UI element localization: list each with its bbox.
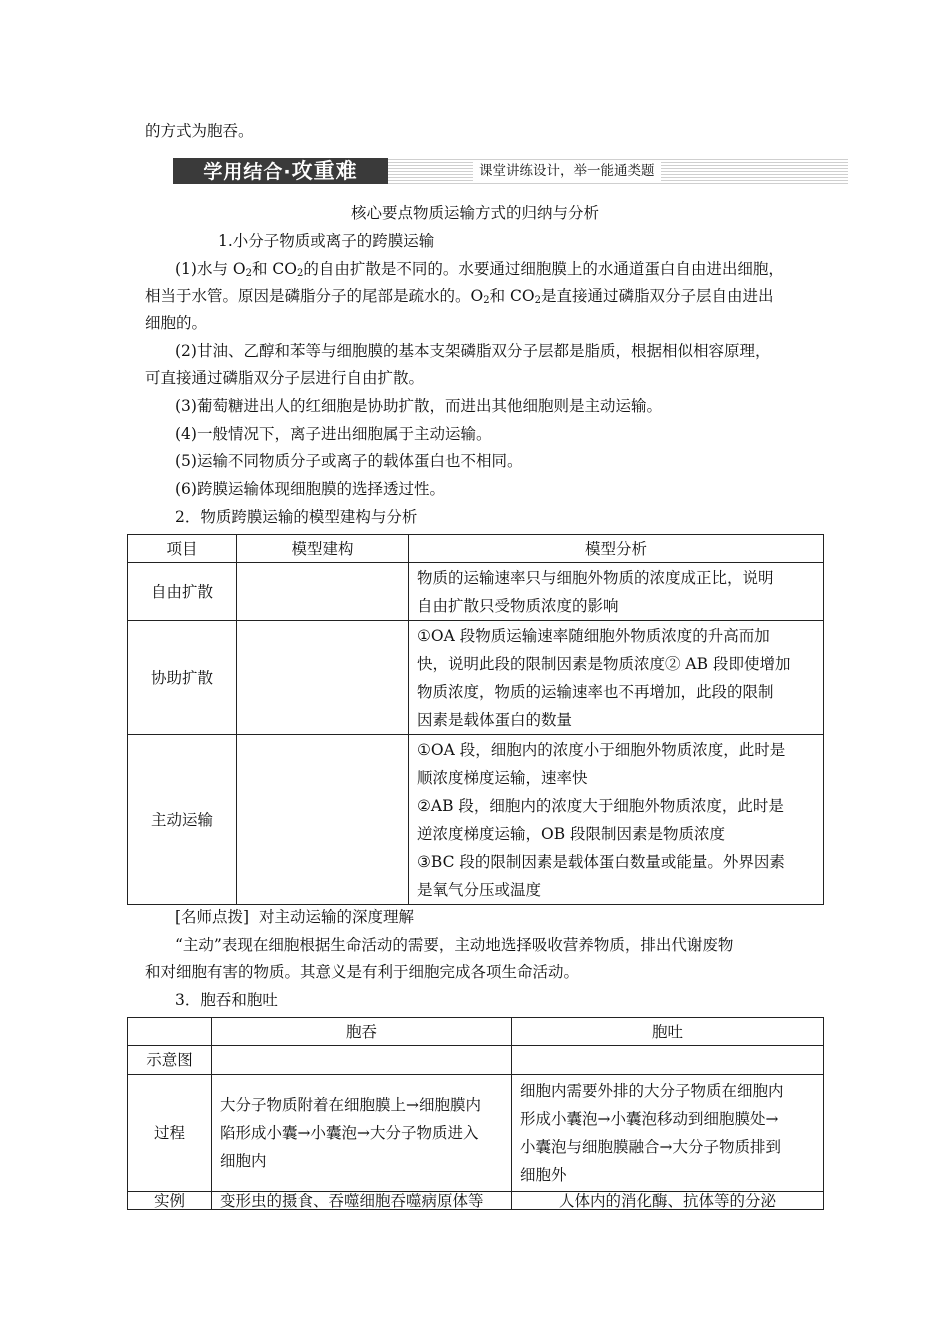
p1-l2-a: 相当于水管。原因是磷脂分子的尾部是疏水的。O: [145, 287, 484, 305]
analysis-line: 逆浓度梯度运输，OB 段限制因素是物质浓度: [417, 824, 726, 843]
header-empty: [128, 1018, 212, 1046]
analysis-cell: [409, 621, 824, 735]
row-label-process: 过程: [128, 1075, 212, 1192]
header-exocytosis: 胞吐: [512, 1018, 824, 1046]
para5: (5)运输不同物质分子或离子的载体蛋白也不相同。: [175, 452, 523, 470]
endocytosis-process: [212, 1075, 512, 1192]
process-line: 小囊泡与细胞膜融合→大分子物质排到: [520, 1138, 781, 1156]
model-cell: [237, 563, 409, 621]
table-row: [128, 1192, 824, 1210]
table-row: [128, 563, 824, 621]
analysis-line: 顺浓度梯度运输，速率快: [417, 768, 588, 787]
analysis-line: ①OA 段物质运输速率随细胞外物质浓度的升高而加: [417, 626, 770, 645]
p1-l2-c: 是直接通过磷脂双分子层自由进出: [540, 287, 774, 305]
para1-line3: 细胞的。: [145, 314, 208, 332]
tip-line2: 和对细胞有害的物质。其意义是有利于细胞完成各项生命活动。: [145, 963, 580, 981]
endo-exocytosis-table: [127, 1017, 824, 1210]
table-header-row: [128, 535, 824, 563]
process-line: 细胞内: [220, 1152, 267, 1170]
endocytosis-example: 变形虫的摄食、吞噬细胞吞噬病原体等: [212, 1192, 512, 1210]
para3: (3)葡萄糖进出人的红细胞是协助扩散，而进出其他细胞则是主动运输。: [175, 397, 662, 415]
row-label-example: 实例: [128, 1192, 212, 1210]
process-line: 形成小囊泡→小囊泡移动到细胞膜处→: [520, 1110, 779, 1128]
exocytosis-process: [512, 1075, 824, 1192]
para2-line1: (2)甘油、乙醇和苯等与细胞膜的基本支架磷脂双分子层都是脂质，根据相似相容原理，: [175, 342, 771, 360]
row-item: 自由扩散: [128, 563, 237, 621]
p1-l1-a: (1)水与 O: [175, 260, 246, 278]
diagram-cell: [512, 1046, 824, 1075]
section3-title: 3．胞吞和胞吐: [175, 991, 278, 1009]
table-row: [128, 1046, 824, 1075]
header-model: 模型建构: [237, 535, 409, 563]
analysis-line: 自由扩散只受物质浓度的影响: [417, 596, 619, 615]
continuation-text: 的方式为胞吞。: [145, 122, 254, 140]
analysis-line: ①OA 段，细胞内的浓度小于细胞外物质浓度，此时是: [417, 740, 786, 759]
banner-subtitle: 课堂讲练设计，举一能通类题: [473, 161, 661, 181]
analysis-line: 是氧气分压或温度: [417, 880, 542, 899]
process-line: 陷形成小囊→小囊泡→大分子物质进入: [220, 1124, 479, 1142]
table-header-row: [128, 1018, 824, 1046]
table-row: [128, 735, 824, 905]
para6: (6)跨膜运输体现细胞膜的选择透过性。: [175, 480, 445, 498]
tip-line1: “主动”表现在细胞根据生命活动的需要，主动地选择吸收营养物质，排出代谢废物: [175, 936, 734, 954]
para4: (4)一般情况下，离子进出细胞属于主动运输。: [175, 425, 492, 443]
banner-tag-part1: 学用结合·: [203, 161, 292, 183]
analysis-line: ②AB 段，细胞内的浓度大于细胞外物质浓度，此时是: [417, 796, 784, 815]
para1-line2: [145, 286, 773, 311]
row-item: 主动运输: [128, 735, 237, 905]
subscript: 2: [483, 295, 490, 306]
model-cell: [237, 621, 409, 735]
analysis-cell: [409, 735, 824, 905]
analysis-line: 物质的运输速率只与细胞外物质的浓度成正比，说明: [417, 568, 774, 587]
p1-l1-b: 和 CO: [251, 260, 297, 278]
para2-line2: 可直接通过磷脂双分子层进行自由扩散。: [145, 369, 425, 387]
row-item: 协助扩散: [128, 621, 237, 735]
table-row: [128, 621, 824, 735]
header-endocytosis: 胞吞: [212, 1018, 512, 1046]
p1-l1-c: 的自由扩散是不同的。水要通过细胞膜上的水通道蛋白自由进出细胞，: [303, 260, 784, 278]
banner-tag: [173, 158, 388, 184]
subscript: 2: [296, 268, 304, 279]
analysis-cell: [409, 563, 824, 621]
subscript: 2: [245, 268, 252, 279]
core-heading: 核心要点物质运输方式的归纳与分析: [350, 204, 599, 222]
process-line: 大分子物质附着在细胞膜上→细胞膜内: [220, 1096, 481, 1114]
exocytosis-example: 人体内的消化酶、抗体等的分泌: [512, 1192, 824, 1210]
section2-title: 2．物质跨膜运输的模型建构与分析: [175, 508, 418, 526]
tip-label: [名师点拨]: [175, 908, 250, 926]
banner-tag-part2: 攻重难: [291, 159, 358, 183]
row-label-diagram: 示意图: [128, 1046, 212, 1075]
analysis-line: 快，说明此段的限制因素是物质浓度② AB 段即使增加: [417, 654, 791, 673]
diagram-cell: [212, 1046, 512, 1075]
header-item: 项目: [128, 535, 237, 563]
subscript: 2: [534, 295, 541, 306]
teacher-tip: [175, 907, 414, 927]
process-line: 细胞内需要外排的大分子物质在细胞内: [520, 1082, 784, 1100]
transport-model-table: [127, 534, 824, 905]
p1-l2-b: 和 CO: [489, 287, 535, 305]
tip-title: 对主动运输的深度理解: [258, 908, 414, 926]
analysis-line: 因素是载体蛋白的数量: [417, 710, 573, 729]
para1-line1: [175, 259, 784, 284]
section-banner: [173, 158, 848, 186]
process-line: 细胞外: [520, 1166, 567, 1184]
header-analysis: 模型分析: [409, 535, 824, 563]
model-cell: [237, 735, 409, 905]
section1-title: 1.小分子物质或离子的跨膜运输: [218, 232, 435, 250]
table-row: [128, 1075, 824, 1192]
analysis-line: ③BC 段的限制因素是载体蛋白数量或能量。外界因素: [417, 852, 785, 871]
analysis-line: 物质浓度，物质的运输速率也不再增加，此段的限制: [417, 682, 774, 701]
